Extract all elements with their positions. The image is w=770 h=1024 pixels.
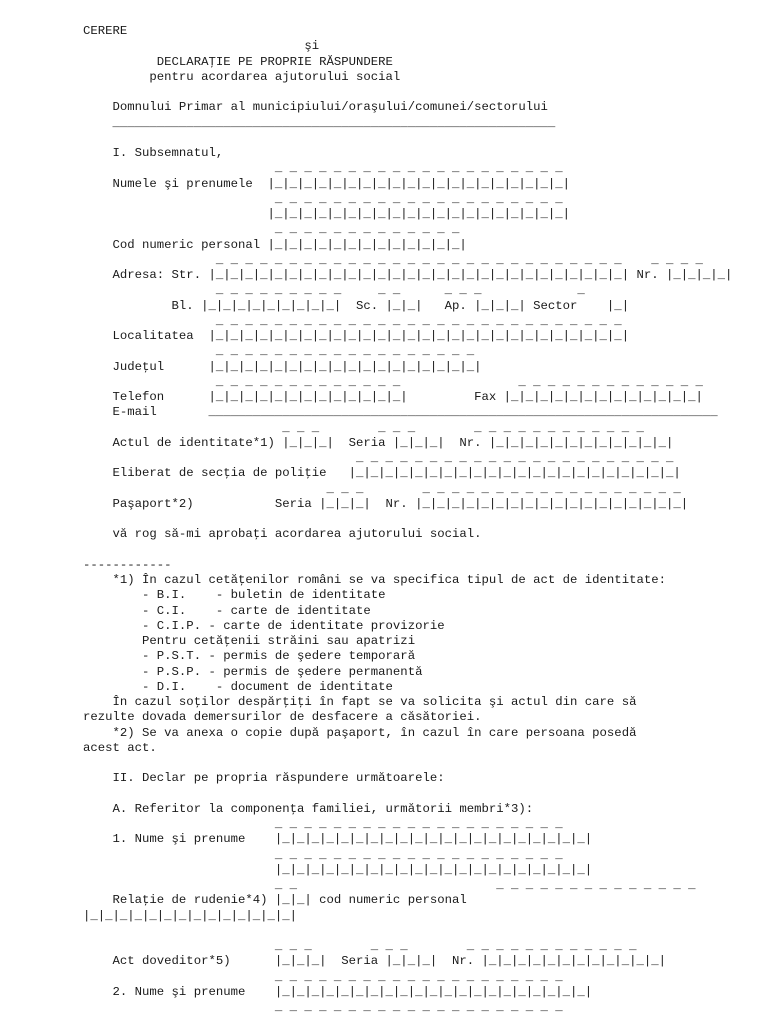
text-line: Bl. |_|_|_|_|_|_|_|_|_| Sc. |_|_| Ap. |_|_|_| Sector |_| xyxy=(83,298,630,313)
text-line: - C.I. - carte de identitate xyxy=(83,603,371,618)
text-line: Domnului Primar al municipiului/oraşului/comunei/sectorului xyxy=(83,100,548,115)
text-line: _ _ _ _ _ _ _ _ _ _ _ _ _ _ _ _ _ _ _ _ xyxy=(83,161,563,176)
text-line: _ _ _ _ _ _ _ _ _ _ _ _ _ _ _ _ _ _ _ _ _ _ _ _ _ _ _ _ xyxy=(83,313,622,328)
text-line: - D.I. - document de identitate xyxy=(83,679,393,694)
text-line: Actul de identitate*1) |_|_|_| Seria |_|_|_| Nr. |_|_|_|_|_|_|_|_|_|_|_|_| xyxy=(83,435,674,450)
text-line xyxy=(83,85,732,100)
text-line: _ _ _ _ _ _ _ _ _ _ _ _ _ _ _ _ _ _ _ _ _ _ xyxy=(83,451,674,465)
text-line: - B.I. - buletin de identitate xyxy=(83,588,386,603)
text-line: vă rog să-mi aprobaţi acordarea ajutorului social. xyxy=(83,527,482,542)
text-line: Pentru cetăţenii străini sau apatrizi xyxy=(83,634,416,648)
text-line xyxy=(83,756,732,771)
text-line: În cazul soţilor despărţiţi în fapt se va solicita şi actul din care să xyxy=(83,695,637,709)
text-line xyxy=(83,543,732,558)
text-line: pentru acordarea ajutorului social xyxy=(83,69,401,84)
text-line: _ _ _ _ _ _ _ _ _ _ _ _ _ _ _ _ _ _ _ _ _ xyxy=(83,481,681,496)
text-line: _ _ _ _ _ _ _ _ _ _ _ _ _ _ _ _ xyxy=(83,878,696,892)
text-line: Eliberat de secţia de poliţie |_|_|_|_|_|_|_|_|_|_|_|_|_|_|_|_|_|_|_|_|_|_| xyxy=(83,466,681,481)
text-line: _ _ _ _ _ _ _ _ _ _ _ _ _ _ _ _ _ _ xyxy=(83,420,644,435)
text-line: _ _ _ _ _ _ _ _ _ _ _ _ _ xyxy=(83,222,460,237)
text-line: 1. Nume şi prenume |_|_|_|_|_|_|_|_|_|_|_|_|_|_|_|_|_|_|_|_|_| xyxy=(83,832,593,847)
text-line xyxy=(83,787,732,802)
text-line: Numele şi prenumele |_|_|_|_|_|_|_|_|_|_|_|_|_|_|_|_|_|_|_|_| xyxy=(83,176,571,191)
text-line xyxy=(83,131,732,146)
document-page xyxy=(83,24,732,1015)
text-line: ____________________________________________________________ xyxy=(83,115,556,130)
text-line: rezulte dovada demersurilor de desfacere a căsătoriei. xyxy=(83,710,482,725)
text-line: _ _ _ _ _ _ _ _ _ _ _ _ _ _ _ _ _ _ _ _ _ _ _ _ _ _ _ _ _ _ _ _ xyxy=(83,252,703,267)
text-line xyxy=(83,512,732,527)
text-line: Relaţie de rudenie*4) |_|_| cod numeric personal xyxy=(83,893,467,908)
text-line: Telefon |_|_|_|_|_|_|_|_|_|_|_|_|_| Fax |_|_|_|_|_|_|_|_|_|_|_|_|_| xyxy=(83,390,703,404)
text-line: Paşaport*2) Seria |_|_|_| Nr. |_|_|_|_|_|_|_|_|_|_|_|_|_|_|_|_|_|_| xyxy=(83,496,689,511)
text-line: DECLARAŢIE PE PROPRIE RĂSPUNDERE xyxy=(83,54,393,69)
text-line: Act doveditor*5) |_|_|_| Seria |_|_|_| Nr. |_|_|_|_|_|_|_|_|_|_|_|_| xyxy=(83,954,666,969)
text-line: _ _ _ _ _ _ _ _ _ _ _ _ _ _ _ _ _ _ _ _ xyxy=(83,191,563,206)
text-line: _ _ _ _ _ _ _ _ _ _ _ _ _ _ _ _ _ _ xyxy=(83,939,637,953)
text-line: 2. Nume şi prenume |_|_|_|_|_|_|_|_|_|_|_|_|_|_|_|_|_|_|_|_|_| xyxy=(83,984,593,999)
text-line: I. Subsemnatul, xyxy=(83,146,224,160)
text-line: - P.S.P. - permis de şedere permanentă xyxy=(83,664,423,679)
text-line: - C.I.P. - carte de identitate provizorie xyxy=(83,618,445,633)
text-line: _ _ _ _ _ _ _ _ _ _ _ _ _ _ _ xyxy=(83,283,585,298)
text-line: Judeţul |_|_|_|_|_|_|_|_|_|_|_|_|_|_|_|_|_|_| xyxy=(83,359,482,374)
text-line xyxy=(83,924,732,939)
text-line: _ _ _ _ _ _ _ _ _ _ _ _ _ _ _ _ _ _ _ _ xyxy=(83,1000,563,1014)
text-line: |_|_|_|_|_|_|_|_|_|_|_|_|_|_|_|_|_|_|_|_| xyxy=(83,207,571,221)
text-line: _ _ _ _ _ _ _ _ _ _ _ _ _ _ _ _ _ _ _ _ xyxy=(83,847,563,862)
text-line: E-mail _____________________________________________________________________ xyxy=(83,405,718,420)
text-line: - P.S.T. - permis de şedere temporară xyxy=(83,649,416,664)
text-line: Adresa: Str. |_|_|_|_|_|_|_|_|_|_|_|_|_|_|_|_|_|_|_|_|_|_|_|_|_|_|_|_| Nr. |_|_|_|_| xyxy=(83,268,733,282)
text-line: Localitatea |_|_|_|_|_|_|_|_|_|_|_|_|_|_|_|_|_|_|_|_|_|_|_|_|_|_|_|_| xyxy=(83,329,630,343)
text-line: *1) În cazul cetăţenilor români se va specifica tipul de act de identitate: xyxy=(83,573,666,587)
text-line: ------------ xyxy=(83,557,172,572)
text-line: _ _ _ _ _ _ _ _ _ _ _ _ _ _ _ _ _ _ _ _ xyxy=(83,817,563,831)
text-line: acest act. xyxy=(83,740,157,755)
text-line: CERERE xyxy=(83,24,128,38)
text-line: A. Referitor la componenţa familiei, următorii membri*3): xyxy=(83,801,534,816)
text-line: _ _ _ _ _ _ _ _ _ _ _ _ _ _ _ _ _ _ _ _ xyxy=(83,969,563,984)
text-line: _ _ _ _ _ _ _ _ _ _ _ _ _ _ _ _ _ _ xyxy=(83,344,475,359)
text-line: |_|_|_|_|_|_|_|_|_|_|_|_|_|_|_|_|_|_|_|_|_| xyxy=(83,862,593,877)
text-line: *2) Se va anexa o copie după paşaport, în cazul în care persoana posedă xyxy=(83,725,637,740)
text-line: |_|_|_|_|_|_|_|_|_|_|_|_|_|_| xyxy=(83,908,298,923)
text-line: Cod numeric personal |_|_|_|_|_|_|_|_|_|_|_|_|_| xyxy=(83,237,467,252)
text-line: _ _ _ _ _ _ _ _ _ _ _ _ _ _ _ _ _ _ _ _ _ _ _ _ _ _ xyxy=(83,374,703,389)
text-line: şi xyxy=(83,39,320,54)
text-line: II. Declar pe propria răspundere următoarele: xyxy=(83,771,445,786)
